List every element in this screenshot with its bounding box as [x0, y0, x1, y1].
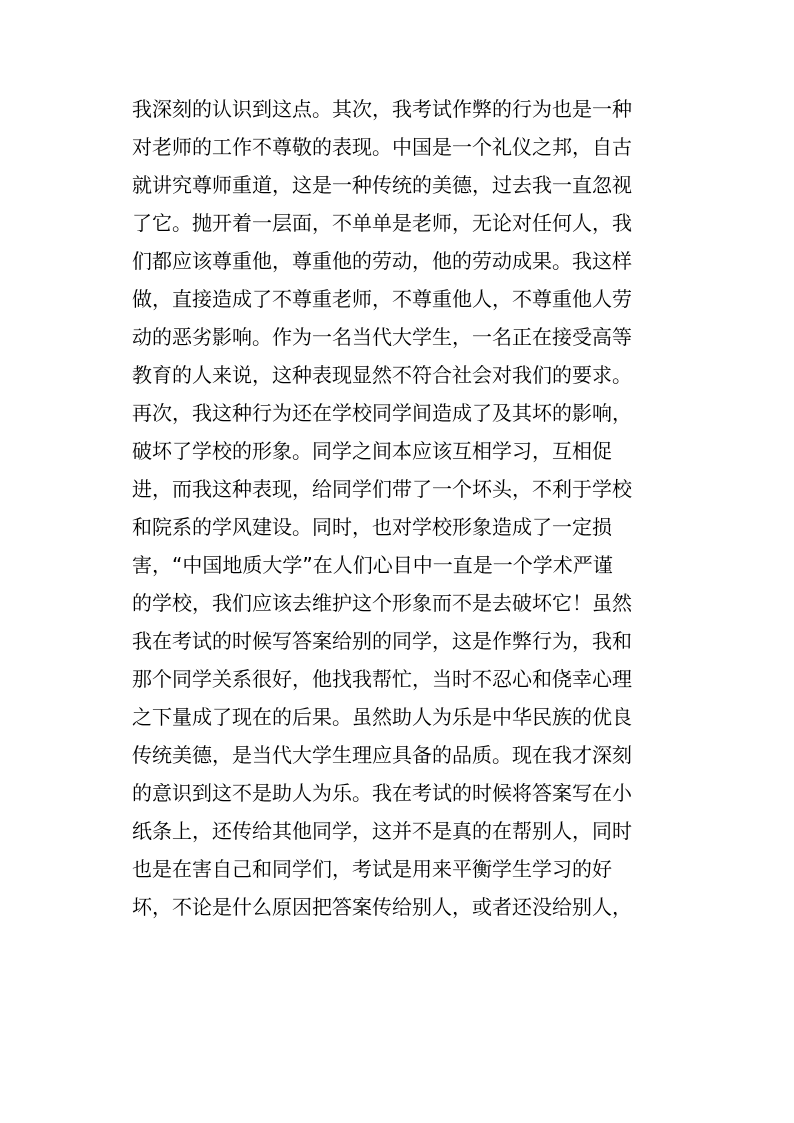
- text-line: 进，而我这种表现，给同学们带了一个坏头，不利于学校: [132, 477, 632, 501]
- text-line: 破坏了学校的形象。同学之间本应该互相学习，互相促: [132, 439, 612, 463]
- text-line: 对老师的工作不尊敬的表现。中国是一个礼仪之邦，自古: [132, 135, 632, 159]
- text-line: 也是在害自己和同学们，考试是用来平衡学生学习的好: [132, 857, 612, 881]
- body-text: [132, 90, 672, 926]
- text-line: 了它。抛开着一层面，不单单是老师，无论对任何人，我: [132, 211, 632, 235]
- text-line: 害，“中国地质大学”在人们心目中一直是一个学术严谨: [132, 553, 613, 577]
- text-line: 就讲究尊师重道，这是一种传统的美德，过去我一直忽视: [132, 173, 632, 197]
- text-line: 再次，我这种行为还在学校同学间造成了及其坏的影响，: [132, 401, 632, 425]
- text-line: 我深刻的认识到这点。其次，我考试作弊的行为也是一种: [132, 97, 632, 121]
- text-line: 的意识到这不是助人为乐。我在考试的时候将答案写在小: [132, 781, 632, 805]
- text-line: 教育的人来说，这种表现显然不符合社会对我们的要求。: [132, 363, 632, 387]
- text-line: 们都应该尊重他，尊重他的劳动，他的劳动成果。我这样: [132, 249, 632, 273]
- text-line: 我在考试的时候写答案给别的同学，这是作弊行为，我和: [132, 629, 632, 653]
- text-line: 和院系的学风建设。同时，也对学校形象造成了一定损: [132, 515, 612, 539]
- text-line: 纸条上，还传给其他同学，这并不是真的在帮别人，同时: [132, 819, 632, 843]
- text-line: 传统美德，是当代大学生理应具备的品质。现在我才深刻: [132, 743, 632, 767]
- text-line: 的学校，我们应该去维护这个形象而不是去破坏它！虽然: [132, 591, 632, 615]
- text-line: 之下量成了现在的后果。虽然助人为乐是中华民族的优良: [132, 705, 632, 729]
- text-line: 那个同学关系很好，他找我帮忙，当时不忍心和侥幸心理: [132, 667, 632, 691]
- text-line: 坏，不论是什么原因把答案传给别人，或者还没给别人，: [132, 895, 632, 919]
- text-line: 动的恶劣影响。作为一名当代大学生，一名正在接受高等: [132, 325, 632, 349]
- text-line: 做，直接造成了不尊重老师，不尊重他人，不尊重他人劳: [132, 287, 632, 311]
